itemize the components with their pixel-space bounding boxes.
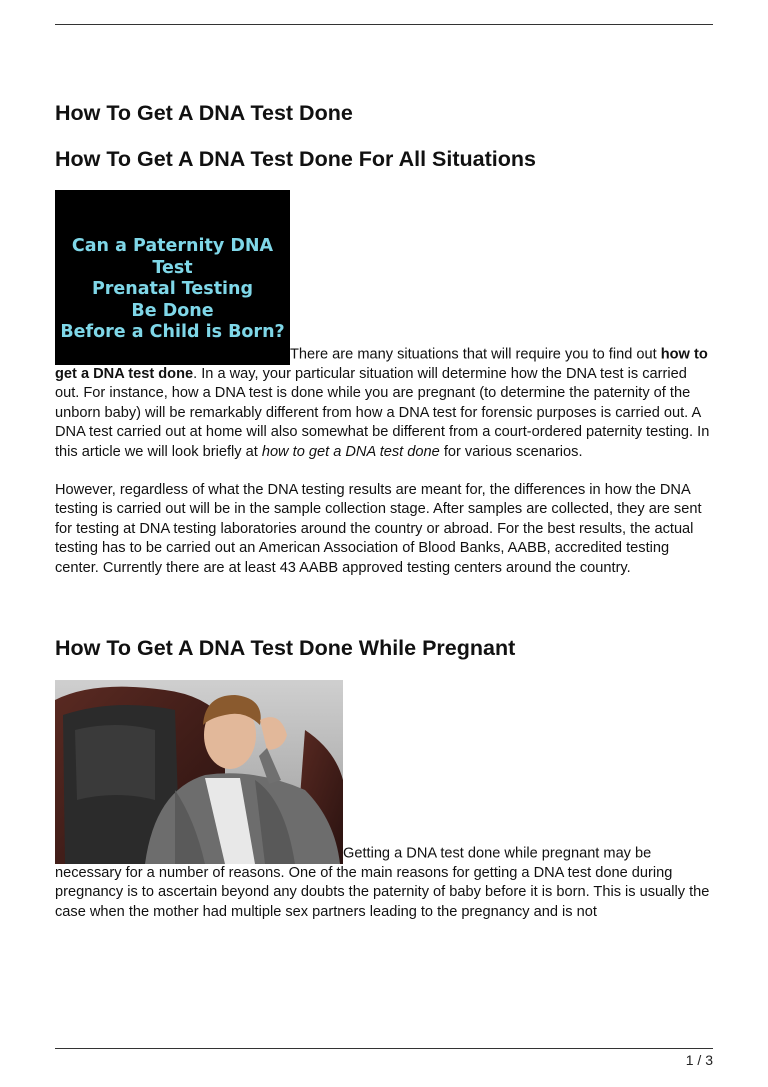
photo-image xyxy=(55,680,343,864)
bold-phrase: how to get a DNA test done xyxy=(55,346,708,382)
section-heading: How To Get A DNA Test Done While Pregnant xyxy=(55,636,516,661)
paragraph-text: . In a way, your particular situation will determine how the DNA test is carried out. For instance, how a DNA test is done while you are pregnant (to determine the paternity of the unborn baby) will be remarkably different from how a DNA test for forensic purposes is carried out. A DNA test carried out at home will also somewhat be different from a court-ordered paternity testing. In this article we will look briefly at xyxy=(55,366,710,460)
image-caption-line: Before a Child is Born? xyxy=(60,322,285,342)
paternity-test-image xyxy=(55,190,290,365)
image-caption-line: Be Done xyxy=(131,300,214,321)
header-rule xyxy=(55,24,713,25)
image-caption-text xyxy=(55,236,290,344)
page-subtitle: How To Get A DNA Test Done For All Situations xyxy=(55,147,536,171)
paragraph-text: for various scenarios. xyxy=(439,443,583,460)
document-body xyxy=(55,98,715,922)
paragraph-testing: However, regardless of what the DNA testing results are meant for, the differences in how the DNA testing is carried out will be in the sample collection stage. After samples are collected, they are sent for testing at DNA testing laboratories around the country or abroad. For the best results, the actual testing has to be carried out an American Association of Blood Banks, AABB, accredited testing center. Currently there are at least 43 AABB approved testing centers around the country. xyxy=(55,482,702,576)
footer-rule xyxy=(55,1048,713,1049)
image-caption-line: Can a Paternity DNA Test xyxy=(71,236,274,278)
paragraph-text: There are many situations that will require you to find out xyxy=(290,346,661,363)
italic-phrase: how to get a DNA test done xyxy=(261,443,440,460)
page-title: How To Get A DNA Test Done xyxy=(55,101,353,125)
paragraph-text: Getting a DNA test done while pregnant may be necessary for a number of reasons. One of the main reasons for getting a DNA test done during pregnancy is to ascertain beyond any doubts the paternity of baby before it is born. This is usually the case when the mother had multiple sex partners leading to the pregnancy and is not xyxy=(55,845,710,920)
image-caption-line: Prenatal Testing xyxy=(91,279,254,299)
page-number: 1 / 3 xyxy=(685,1052,713,1068)
paragraph-pregnant xyxy=(55,680,715,922)
paragraph-intro xyxy=(55,190,715,462)
